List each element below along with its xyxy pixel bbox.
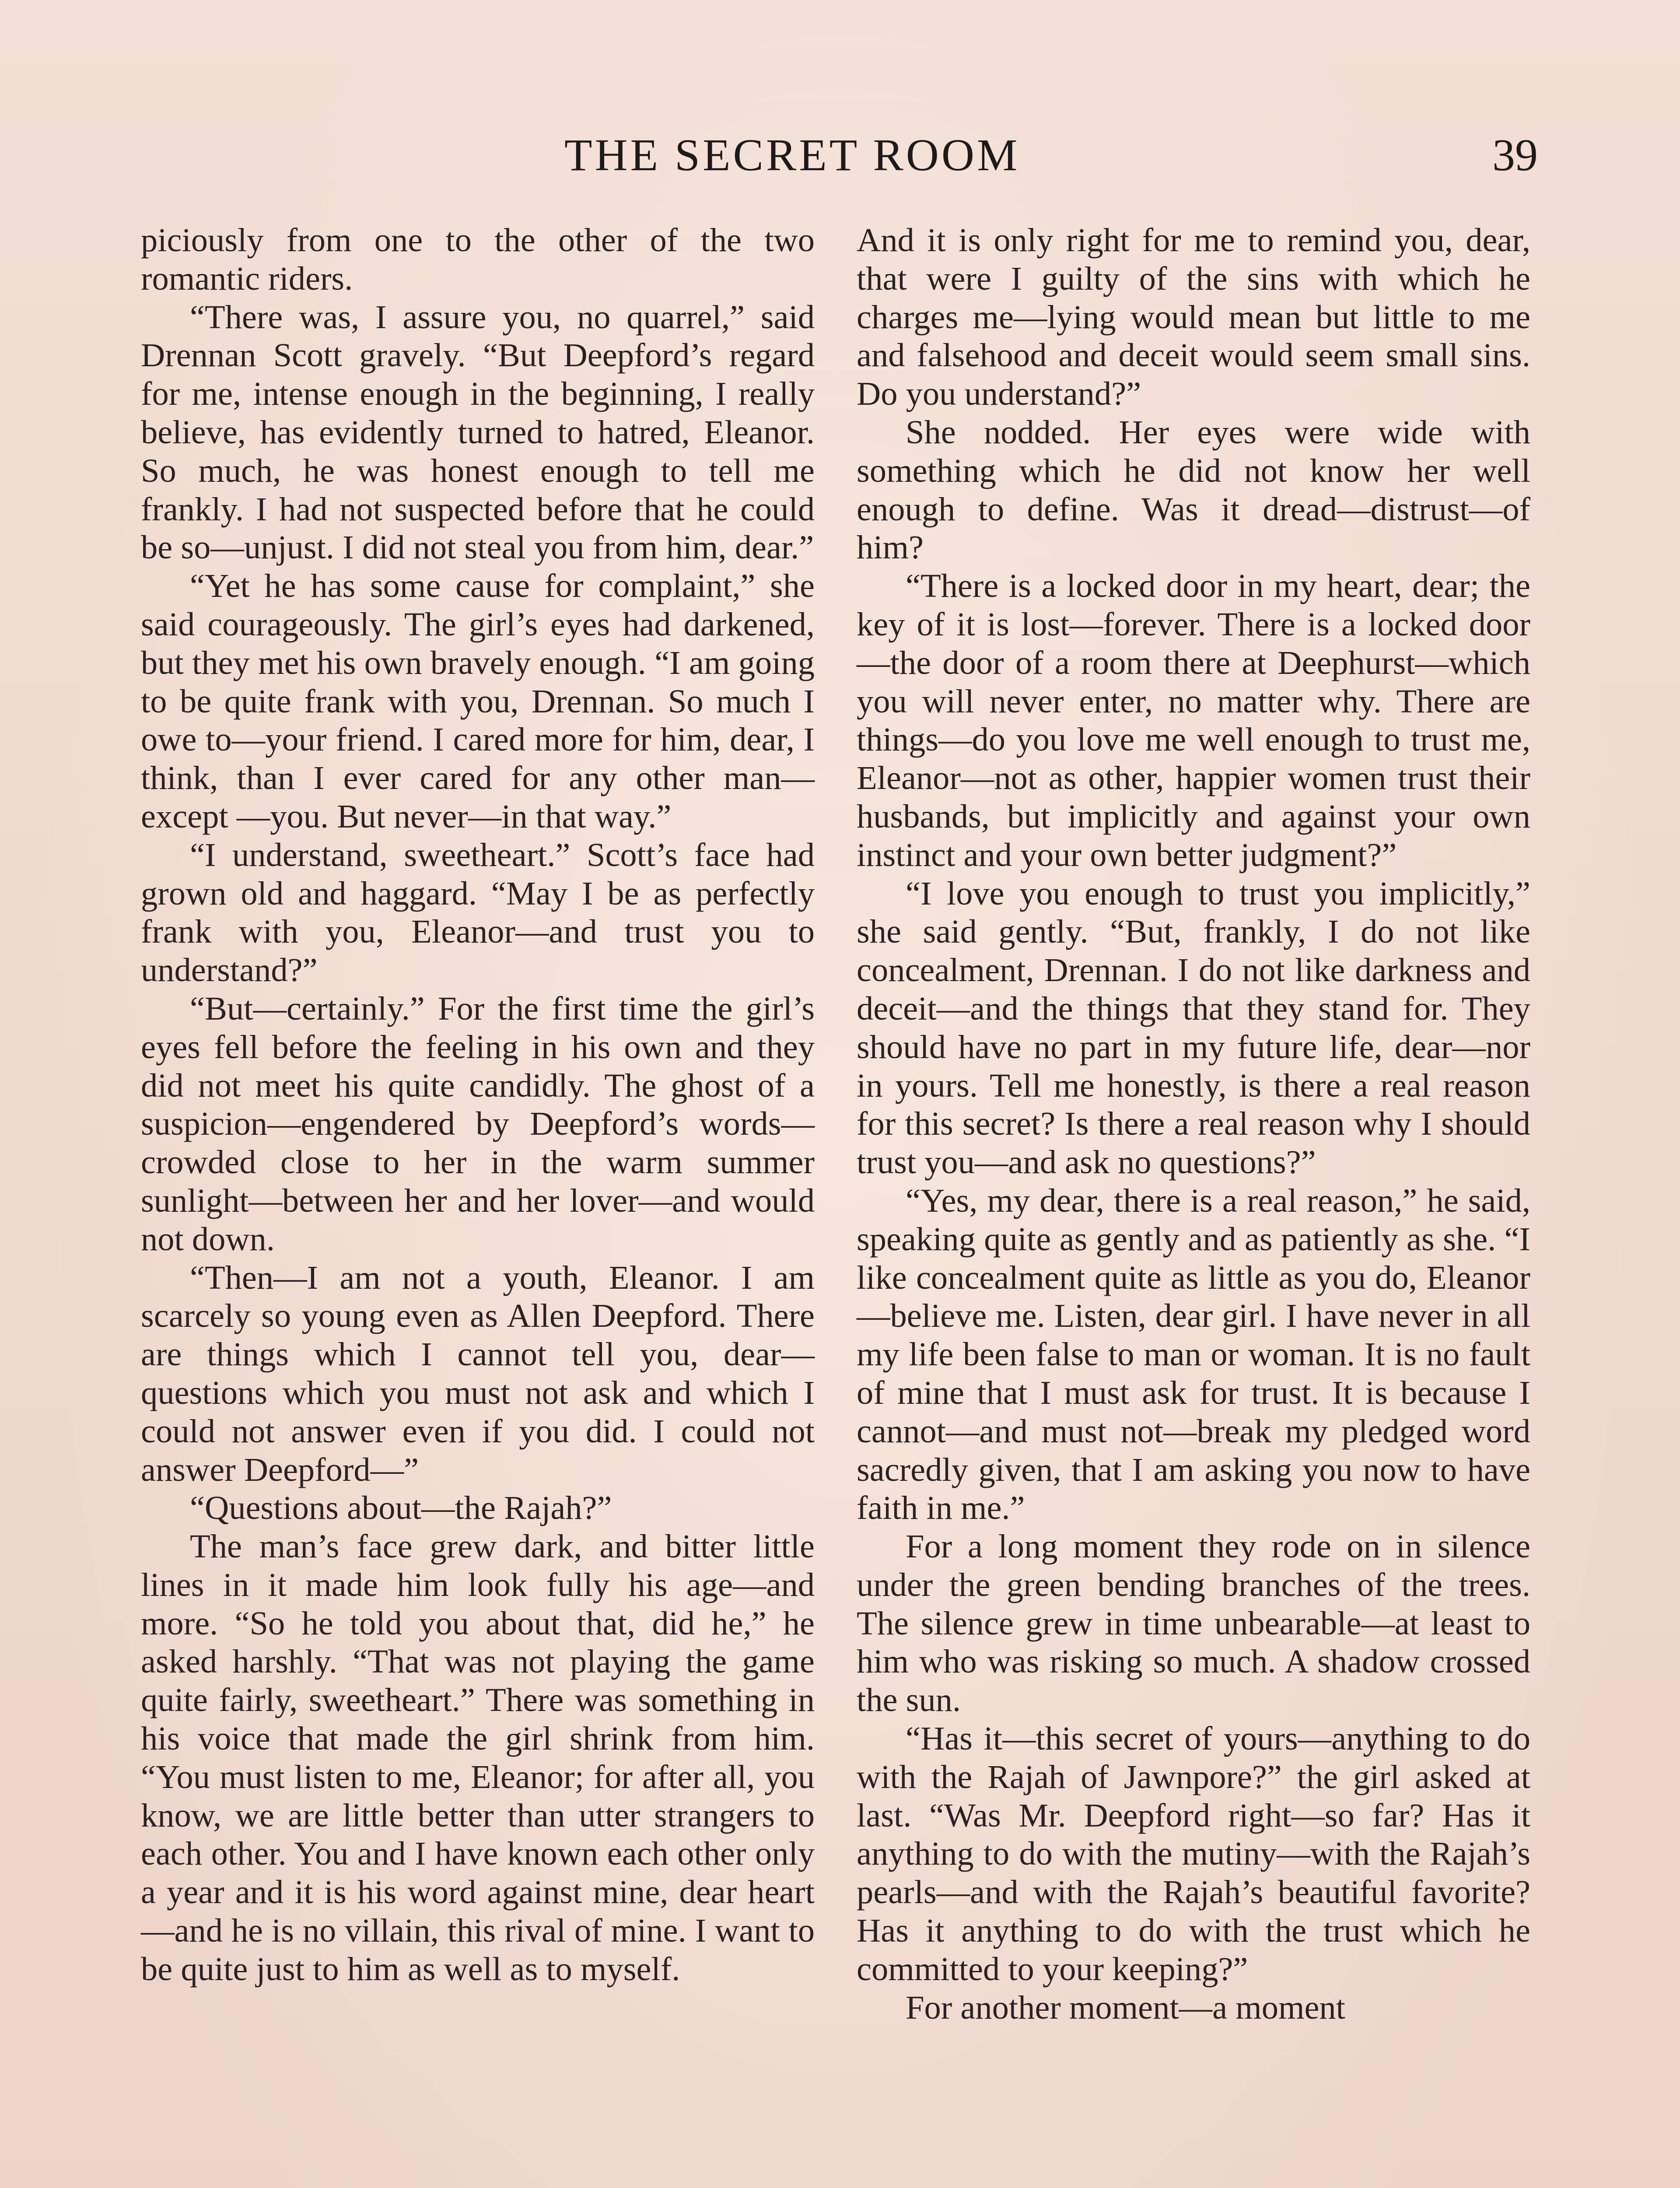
paragraph: “I love you enough to trust you implicitly,” she said gently. “But, frankly, I do not like concealment, Drennan. I do not like darkness and deceit—and the things that they stand for. They should have no part in my future life, dear—nor in yours. Tell me honestly, is there a real reason for this secret? Is there a real reason why I should trust you—and ask no questions?” [857,874,1530,1181]
paragraph: “Yet he has some cause for complaint,” she said courageously. The girl’s eyes had darkened, but they met his own bravely enough. “I am going to be quite frank with you, Drennan. So much I owe to—your friend. I cared more for him, dear, I think, than I ever cared for any other man—except —you. But never—in that way.” [141,567,815,835]
paragraph: piciously from one to the other of the two romantic riders. [141,221,815,297]
paragraph: For another moment—a moment [906,1988,1345,2026]
paragraph: “I understand, sweetheart.” Scott’s face had grown old and haggard. “May I be as perfectly frank with you, Eleanor—and trust you to understand?” [141,836,815,989]
paragraph: And it is only right for me to remind you, dear, that were I guilty of the sins with which he charges me—lying would mean but little to me and falsehood and deceit would seem small sins. Do you understand?” [857,221,1530,413]
paragraph: “Then—I am not a youth, Eleanor. I am scarcely so young even as Allen Deepford. There are things which I cannot tell you, dear—questions which you must not ask and which I could not answer even if you did. I could not answer Deepford—” [141,1259,815,1488]
running-head [0,125,1680,186]
paragraph: For a long moment they rode on in silence under the green bending branches of the trees. The silence grew in time unbearable—at least to him who was risking so much. A shadow crossed the sun. [857,1528,1530,1719]
page-number: 39 [1492,130,1538,180]
chapter-title: THE SECRET ROOM [564,130,1020,180]
right-text-column [857,221,1530,2027]
paragraph: “But—certainly.” For the first time the girl’s eyes fell before the feeling in his own and they did not meet his quite candidly. The ghost of a suspicion—engendered by Deepford’s words—crowded close to her in the warm summer sunlight—between her and her lover—and would not down. [141,989,815,1258]
paragraph: “Has it—this secret of yours—anything to do with the Rajah of Jawnpore?” the girl asked at last. “Was Mr. Deepford right—so far? Has it anything to do with the mutiny—with the Rajah’s pearls—and with the Rajah’s beautiful favorite? Has it anything to do with the trust which he committed to your keeping?” [857,1720,1530,1988]
paragraph: “There is a locked door in my heart, dear; the key of it is lost—forever. There is a locked door—the door of a room there at Deephurst—which you will never enter, no matter why. There are things—do you love me well enough to trust me, Eleanor—not as other, happier women trust their husbands, but implicitly and against your own instinct and your own better judgment?” [857,567,1530,873]
paragraph: She nodded. Her eyes were wide with something which he did not know her well enough to define. Was it dread—distrust—of him? [857,413,1530,566]
paragraph: The man’s face grew dark, and bitter little lines in it made him look fully his age—and more. “So he told you about that, did he,” he asked harshly. “That was not playing the game quite fairly, sweetheart.” There was something in his voice that made the girl shrink from him. “You must listen to me, Eleanor; for after all, you know, we are little better than utter strangers to each other. You and I have known each other only a year and it is his word against mine, dear heart—and he is no villain, this rival of mine. I want to be quite just to him as well as to myself. [141,1528,815,1988]
paragraph: “Yes, my dear, there is a real reason,” he said, speaking quite as gently and as patiently as she. “I like concealment quite as little as you do, Eleanor—believe me. Listen, dear girl. I have never in all my life been false to man or woman. It is no fault of mine that I must ask for trust. It is because I cannot—and must not—break my pledged word sacredly given, that I am asking you now to have faith in me.” [857,1182,1530,1527]
paragraph: “There was, I assure you, no quarrel,” said Drennan Scott gravely. “But Deepford’s regard for me, intense enough in the beginning, I really believe, has evidently turned to hatred, Eleanor. So much, he was honest enough to tell me frankly. I had not suspected before that he could be so—unjust. I did not steal you from him, dear.” [141,298,815,566]
left-text-column [141,221,815,1988]
paragraph: “Questions about—the Rajah?” [190,1489,612,1527]
